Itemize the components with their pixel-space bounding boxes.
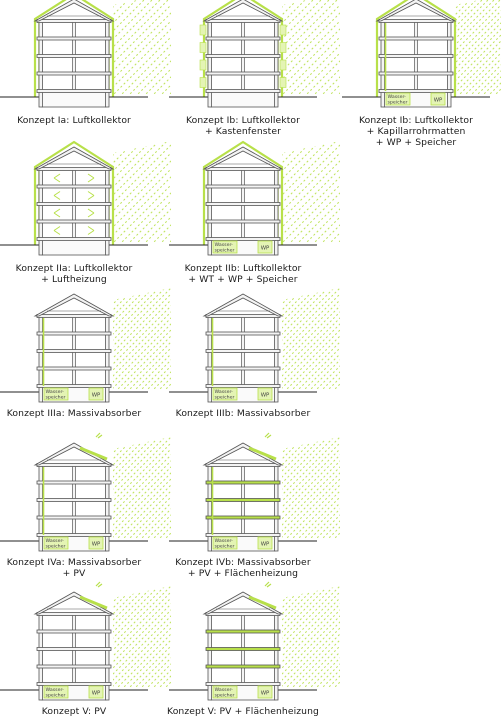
airflow-arrow-icon — [88, 227, 94, 235]
floor-slab — [206, 683, 280, 686]
wall-left — [39, 21, 43, 107]
floor-slab — [379, 55, 453, 58]
heat-pump-label: WP — [91, 541, 101, 548]
water-storage-tank — [386, 93, 410, 106]
water-tank-label-1: Wasser- — [214, 539, 233, 545]
box-window-right — [280, 78, 286, 88]
collector-hatch — [176, 139, 442, 245]
water-tank-label-2: speicher — [45, 544, 66, 550]
roof — [35, 294, 113, 316]
collector-area — [176, 139, 442, 245]
water-tank-label-2: speicher — [214, 248, 235, 254]
caption-line: Konzept IVa: Massivabsorber — [6, 557, 142, 568]
caption-line: + PV — [62, 568, 86, 579]
floor-slab — [37, 185, 111, 188]
concept-v2 — [169, 582, 444, 700]
wall-left — [208, 169, 212, 255]
collector-area — [349, 0, 501, 97]
floor-slab — [206, 350, 280, 353]
roof — [35, 147, 113, 169]
caption-line: Konzept IIIa: Massivabsorber — [6, 408, 142, 419]
water-storage-tank — [213, 388, 237, 401]
wall-right — [106, 465, 110, 551]
caption-line: + Luftheizung — [41, 274, 107, 285]
caption-concept-ib2 — [336, 115, 496, 148]
wall-right — [275, 169, 279, 255]
floor-slab — [206, 20, 280, 23]
concept-iiib — [169, 286, 444, 402]
caption-concept-iia — [0, 263, 154, 285]
floor-slab — [37, 683, 111, 686]
concept-iib — [169, 139, 442, 255]
water-storage-tank — [44, 388, 68, 401]
water-tank-label-2: speicher — [214, 544, 235, 550]
heat-pump — [89, 686, 103, 698]
water-tank-label-1: Wasser- — [214, 390, 233, 396]
wall-left — [39, 614, 43, 700]
water-tank-label-1: Wasser- — [387, 95, 406, 101]
floor-heating-slab — [206, 499, 280, 502]
box-window-left — [200, 43, 206, 53]
floor-heating-slab — [206, 630, 280, 633]
floor-slab — [37, 332, 111, 335]
caption-concept-ib1 — [163, 115, 323, 137]
airflow-arrow-icon — [88, 209, 94, 217]
floor-slab — [37, 534, 111, 537]
box-window-right — [280, 60, 286, 70]
concept-ib2 — [342, 0, 501, 107]
floor-slab — [379, 90, 453, 93]
airflow-arrow-icon — [54, 174, 60, 182]
collector-hatch — [176, 435, 444, 541]
caption-line: Konzept V: PV + Flächenheizung — [167, 706, 319, 717]
water-storage-tank — [44, 686, 68, 699]
roof — [204, 294, 282, 316]
wall-left — [208, 465, 212, 551]
floor-slab — [206, 55, 280, 58]
wall-left — [39, 465, 43, 551]
floor-heating-slab — [206, 481, 280, 484]
water-tank-label-2: speicher — [214, 693, 235, 699]
heat-pump-label: WP — [260, 392, 270, 399]
floor-slab — [37, 630, 111, 633]
water-storage-tank — [213, 241, 237, 254]
concept-ivb — [169, 433, 444, 551]
floor-slab — [206, 315, 280, 318]
floor-slab — [37, 315, 111, 318]
heat-pump — [258, 388, 272, 400]
floor-slab — [206, 168, 280, 171]
caption-line: + Kastenfenster — [204, 126, 281, 137]
water-storage-tank — [213, 686, 237, 699]
sun-ray-icon — [96, 582, 102, 587]
collector-hatch — [176, 584, 444, 690]
collector-hatch — [176, 286, 444, 392]
water-tank-label-1: Wasser- — [45, 390, 64, 396]
box-window-right — [280, 43, 286, 53]
heat-pump-label: WP — [260, 541, 270, 548]
floor-slab — [379, 72, 453, 75]
caption-concept-v2 — [163, 706, 323, 717]
box-window-left — [200, 78, 206, 88]
caption-line: Konzept Ib: Luftkollektor — [185, 115, 301, 126]
heat-pump — [258, 241, 272, 253]
floor-heating-slab — [206, 516, 280, 519]
water-tank-label-2: speicher — [214, 395, 235, 401]
sun-ray-icon — [265, 433, 271, 438]
box-window-left — [200, 60, 206, 70]
caption-concept-ia — [0, 115, 154, 126]
airflow-arrow-icon — [54, 209, 60, 217]
sun-ray-icon — [265, 582, 271, 587]
box-window-left — [200, 25, 206, 35]
floor-slab — [37, 20, 111, 23]
floor-slab — [37, 665, 111, 668]
caption-concept-v1 — [0, 706, 154, 717]
wall-right — [275, 614, 279, 700]
collector-area — [176, 286, 444, 392]
roof — [204, 592, 282, 614]
caption-line: Konzept Ia: Luftkollektor — [17, 115, 131, 126]
caption-line: Konzept IIb: Luftkollektor — [184, 263, 302, 274]
floor-slab — [206, 534, 280, 537]
airflow-arrow-icon — [54, 227, 60, 235]
heat-pump-label: WP — [260, 690, 270, 697]
basement — [42, 239, 106, 255]
heat-pump — [258, 537, 272, 549]
floor-slab — [206, 90, 280, 93]
heat-pump — [89, 388, 103, 400]
floor-slab — [206, 367, 280, 370]
wall-right — [106, 614, 110, 700]
floor-slab — [37, 464, 111, 467]
wall-left — [39, 169, 43, 255]
floor-slab — [37, 55, 111, 58]
basement — [42, 91, 106, 107]
box-window-right — [280, 25, 286, 35]
floor-slab — [37, 648, 111, 651]
wall-right — [275, 316, 279, 402]
floor-slab — [206, 37, 280, 40]
heat-pump — [431, 93, 445, 105]
heat-pump-label: WP — [91, 690, 101, 697]
floor-slab — [206, 332, 280, 335]
floor-slab — [37, 516, 111, 519]
sun-ray-icon — [96, 433, 102, 438]
floor-heating-slab — [206, 665, 280, 668]
floor-slab — [37, 350, 111, 353]
heat-pump-label: WP — [260, 245, 270, 252]
floor-slab — [37, 203, 111, 206]
wall-right — [448, 21, 452, 107]
roof — [204, 147, 282, 169]
wall-left — [208, 614, 212, 700]
collector-area — [176, 435, 444, 541]
caption-line: Konzept IIa: Luftkollektor — [15, 263, 133, 274]
water-tank-label-2: speicher — [45, 693, 66, 699]
water-tank-label-1: Wasser- — [214, 688, 233, 694]
wall-right — [275, 21, 279, 107]
floor-slab — [206, 464, 280, 467]
roof — [204, 443, 282, 465]
wall-right — [275, 465, 279, 551]
caption-concept-iib — [163, 263, 323, 285]
airflow-arrow-icon — [88, 192, 94, 200]
floor-slab — [379, 20, 453, 23]
collector-area — [176, 584, 444, 690]
airflow-arrow-icon — [54, 192, 60, 200]
wall-left — [208, 316, 212, 402]
heat-pump-label: WP — [91, 392, 101, 399]
caption-line: Konzept V: PV — [41, 706, 107, 717]
heat-pump-label: WP — [433, 97, 443, 104]
floor-slab — [379, 37, 453, 40]
floor-heating-slab — [206, 648, 280, 651]
wall-left — [381, 21, 385, 107]
caption-concept-iiib — [163, 408, 323, 419]
floor-slab — [206, 385, 280, 388]
floor-slab — [37, 238, 111, 241]
floor-slab — [37, 481, 111, 484]
caption-line: + WP + Speicher — [375, 137, 457, 148]
heat-pump — [89, 537, 103, 549]
floor-slab — [37, 367, 111, 370]
caption-line: Konzept Ib: Luftkollektor — [358, 115, 474, 126]
roof — [35, 443, 113, 465]
floor-slab — [206, 203, 280, 206]
collector-hatch — [349, 0, 501, 97]
water-storage-tank — [44, 537, 68, 550]
airflow-arrow-icon — [88, 174, 94, 182]
floor-slab — [37, 499, 111, 502]
caption-line: + PV + Flächenheizung — [187, 568, 299, 579]
wall-left — [208, 21, 212, 107]
floor-slab — [206, 220, 280, 223]
wall-right — [106, 169, 110, 255]
floor-slab — [37, 37, 111, 40]
wall-left — [39, 316, 43, 402]
water-tank-label-1: Wasser- — [45, 688, 64, 694]
floor-slab — [37, 220, 111, 223]
basement — [211, 91, 275, 107]
heat-pump — [258, 686, 272, 698]
wall-right — [106, 21, 110, 107]
water-tank-label-2: speicher — [387, 100, 408, 106]
caption-line: + Kapillarrohrmatten — [366, 126, 466, 137]
floor-slab — [37, 613, 111, 616]
floor-slab — [37, 168, 111, 171]
floor-slab — [37, 385, 111, 388]
water-tank-label-1: Wasser- — [45, 539, 64, 545]
floor-slab — [206, 613, 280, 616]
caption-concept-iva — [0, 557, 154, 579]
caption-concept-iiia — [0, 408, 154, 419]
water-tank-label-1: Wasser- — [214, 243, 233, 249]
floor-slab — [206, 72, 280, 75]
wall-right — [106, 316, 110, 402]
floor-slab — [206, 185, 280, 188]
roof — [35, 592, 113, 614]
floor-slab — [206, 238, 280, 241]
caption-concept-ivb — [163, 557, 323, 579]
water-tank-label-2: speicher — [45, 395, 66, 401]
water-storage-tank — [213, 537, 237, 550]
caption-line: Konzept IIIb: Massivabsorber — [175, 408, 311, 419]
floor-slab — [37, 72, 111, 75]
caption-line: + WT + WP + Speicher — [188, 274, 298, 285]
caption-line: Konzept IVb: Massivabsorber — [175, 557, 311, 568]
floor-slab — [37, 90, 111, 93]
